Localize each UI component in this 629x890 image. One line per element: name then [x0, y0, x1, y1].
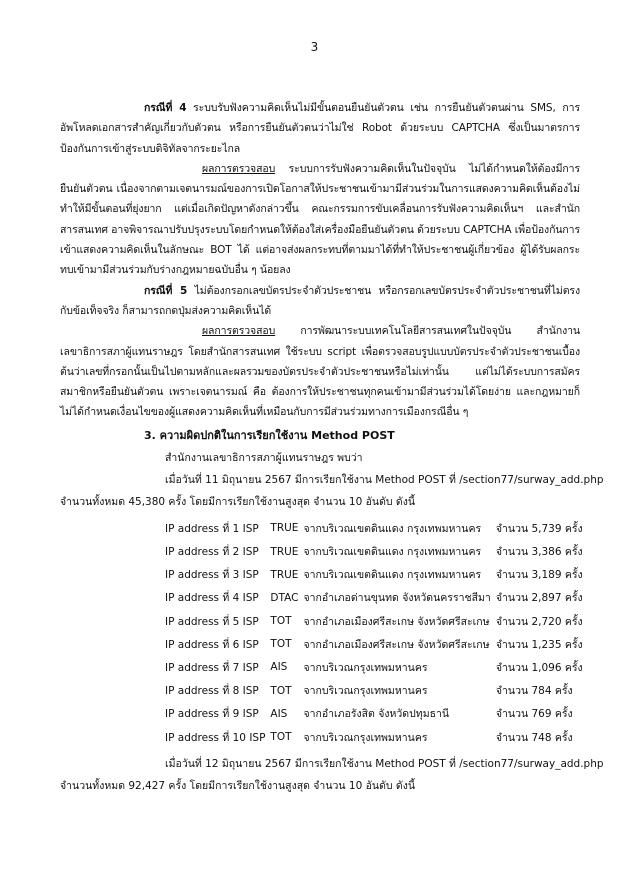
case4-text: ระบบรับฟังความคิดเห็นไม่มีขั้นตอนยืนยันตัวตน เช่น การยืนยันตัวตนผ่าน SMS, การอัพโหลดเอกสารสำคัญเกี่ยวกับตัวตน หรือการยืนยันตัวตนว่าไม่ใช่ Robot ด้วยระบบ CAPTCHA ซึ่งเป็นมาตรการป้องกันการเข้าสู่ระบบดิจิทัลจากระยะไกล: [60, 102, 580, 155]
location-cell: จากบริเวณกรุงเทพมหานคร: [303, 661, 428, 674]
section3-line5: จำนวนทั้งหมด 92,427 ครั้ง โดยมีการเรียกใช้งานสูงสุด จำนวน 10 อันดับ ดังนี้: [60, 779, 416, 792]
ip-cell: IP address ที่ 6 ISP: [165, 638, 259, 651]
isp-cell: AIS: [270, 707, 288, 720]
case5-result-text: การพัฒนาระบบเทคโนโลยีสารสนเทศในปัจจุบัน สำนักงานเลขาธิการสภาผู้แทนราษฎร โดยสำนักสารสนเทศ ใช้ระบบ script เพื่อตรวจสอบรูปแบบบัตรประจำตัวประชาชนเบื้องต้นว่าเลขที่กรอกนั้นเป็นไปตามหลักและผลรวมของบัตรประจำตัวประชาชนหรือไม่เท่านั้น แต่ไม่ได้ระบบการสมัครสมาชิกหรือยืนยันตัวตน เพราะเจตนารมณ์ คือ ต้องการให้ประชาชนทุกคนเข้ามามีส่วนร่วมได้โดยง่าย และกฎหมายก็ไม่ได้กำหนดเงื่อนไขของผู้แสดงความคิดเห็นที่เหมือนกับการมีส่วนร่วมทางการเมืองกรณีอื่น ๆ: [60, 325, 580, 419]
location-cell: จากอำเภอเมืองศรีสะเกษ จังหวัดศรีสะเกษ: [303, 638, 490, 651]
case4-paragraph: [60, 98, 580, 159]
case5-result-paragraph: [60, 321, 580, 422]
ip-cell: IP address ที่ 8 ISP: [165, 685, 259, 698]
table-row: [165, 702, 588, 725]
ip-address-table: [165, 517, 588, 749]
case5-label: กรณีที่ 5: [144, 284, 188, 297]
isp-cell: TOT: [270, 731, 292, 744]
section3-heading: 3. ความผิดปกติในการเรียกใช้งาน Method POST: [144, 428, 395, 442]
page-number: 3: [310, 40, 319, 54]
table-row: [165, 656, 588, 679]
location-cell: จากบริเวณกรุงเทพมหานคร: [303, 731, 428, 744]
case4-result-paragraph: [60, 159, 580, 281]
count-cell: จำนวน 1,096 ครั้ง: [495, 661, 583, 674]
count-cell: จำนวน 2,897 ครั้ง: [495, 592, 583, 605]
count-cell: จำนวน 5,739 ครั้ง: [495, 522, 583, 535]
table-row: [165, 610, 588, 633]
case5-paragraph: [60, 281, 580, 322]
isp-cell: TRUE: [270, 545, 299, 558]
location-cell: จากบริเวณเขตดินแดง กรุงเทพมหานคร: [303, 522, 482, 535]
section3-line1: สำนักงานเลขาธิการสภาผู้แทนราษฎร พบว่า: [165, 451, 363, 464]
isp-cell: AIS: [270, 661, 288, 674]
table-row: [165, 563, 588, 586]
ip-cell: IP address ที่ 5 ISP: [165, 615, 259, 628]
ip-cell: IP address ที่ 7 ISP: [165, 661, 259, 674]
ip-cell: IP address ที่ 9 ISP: [165, 708, 259, 721]
count-cell: จำนวน 1,235 ครั้ง: [495, 638, 583, 651]
isp-cell: TRUE: [270, 568, 299, 581]
count-cell: จำนวน 2,720 ครั้ง: [495, 615, 583, 628]
ip-cell: IP address ที่ 2 ISP: [165, 546, 259, 559]
location-cell: จากอำเภอรังสิต จังหวัดปทุมธานี: [303, 708, 450, 721]
section3-line2: เมื่อวันที่ 11 มิถุนายน 2567 มีการเรียกใช้งาน Method POST ที่ /section77/surway_add.php: [165, 473, 604, 486]
case4-result-text: ระบบการรับฟังความคิดเห็นในปัจจุบัน ไม่ได้กำหนดให้ต้องมีการยืนยันตัวตน เนื่องจากตามเจตนารมณ์ของการเปิดโอกาสให้ประชาชนเข้ามามีส่วนร่วมในการแสดงความคิดเห็นต้องไม่ทำให้มีขั้นตอนที่ยุ่งยาก แต่เมื่อเกิดปัญหาดังกล่าวขึ้น คณะกรรมการขับเคลื่อนการรับฟังความคิดเห็นฯ และสำนักสารสนเทศ อาจพิจารณาปรับปรุงระบบโดยกำหนดให้ต้องใส่เครื่องมือยืนยันตัวตน ด้วยระบบ CAPTCHA เพื่อป้องกันการเข้าแสดงความคิดเห็นในลักษณะ BOT ได้ แต่อาจส่งผลกระทบที่ตามมาได้ที่ทำให้ประชาชนผู้เกี่ยวข้อง ผู้ได้รับผลกระทบเข้ามามีส่วนร่วมกับร่างกฎหมายฉบับอื่น ๆ น้อยลง: [60, 162, 580, 277]
count-cell: จำนวน 769 ครั้ง: [495, 708, 573, 721]
location-cell: จากบริเวณกรุงเทพมหานคร: [303, 685, 428, 698]
isp-cell: TOT: [270, 638, 292, 651]
ip-cell: IP address ที่ 10 ISP: [165, 731, 266, 744]
table-row: [165, 679, 588, 702]
section3-line3: จำนวนทั้งหมด 45,380 ครั้ง โดยมีการเรียกใช้งานสูงสุด จำนวน 10 อันดับ ดังนี้: [60, 495, 416, 508]
location-cell: จากบริเวณเขตดินแดง กรุงเทพมหานคร: [303, 569, 482, 582]
ip-cell: IP address ที่ 1 ISP: [165, 522, 259, 535]
location-cell: จากบริเวณเขตดินแดง กรุงเทพมหานคร: [303, 546, 482, 559]
isp-cell: DTAC: [270, 591, 299, 604]
case4-result-label: ผลการตรวจสอบ: [202, 162, 276, 175]
count-cell: จำนวน 748 ครั้ง: [495, 731, 573, 744]
table-row: [165, 540, 588, 563]
isp-cell: TOT: [270, 615, 292, 628]
ip-cell: IP address ที่ 3 ISP: [165, 569, 259, 582]
table-row: [165, 517, 588, 540]
count-cell: จำนวน 3,386 ครั้ง: [495, 546, 583, 559]
count-cell: จำนวน 3,189 ครั้ง: [495, 569, 583, 582]
case5-result-label: ผลการตรวจสอบ: [202, 325, 276, 338]
count-cell: จำนวน 784 ครั้ง: [495, 685, 573, 698]
ip-cell: IP address ที่ 4 ISP: [165, 592, 259, 605]
table-row: [165, 725, 588, 748]
case5-text: ไม่ต้องกรอกเลขบัตรประจำตัวประชาชน หรือกรอกเลขบัตรประจำตัวประชาชนที่ไม่ตรงกับข้อเท็จจริง ก็สามารถกดปุ่มส่งความคิดเห็นได้: [60, 284, 580, 317]
document-body: [60, 98, 604, 797]
section3-line4: เมื่อวันที่ 12 มิถุนายน 2567 มีการเรียกใช้งาน Method POST ที่ /section77/surway_add.php: [165, 757, 604, 770]
isp-cell: TRUE: [270, 522, 299, 535]
table-row: [165, 586, 588, 609]
case4-label: กรณีที่ 4: [144, 102, 187, 114]
isp-cell: TOT: [270, 684, 292, 697]
location-cell: จากอำเภอเมืองศรีสะเกษ จังหวัดศรีสะเกษ: [303, 615, 490, 628]
table-row: [165, 633, 588, 656]
location-cell: จากอำเภอด่านขุนทด จังหวัดนครราชสีมา: [303, 592, 491, 605]
